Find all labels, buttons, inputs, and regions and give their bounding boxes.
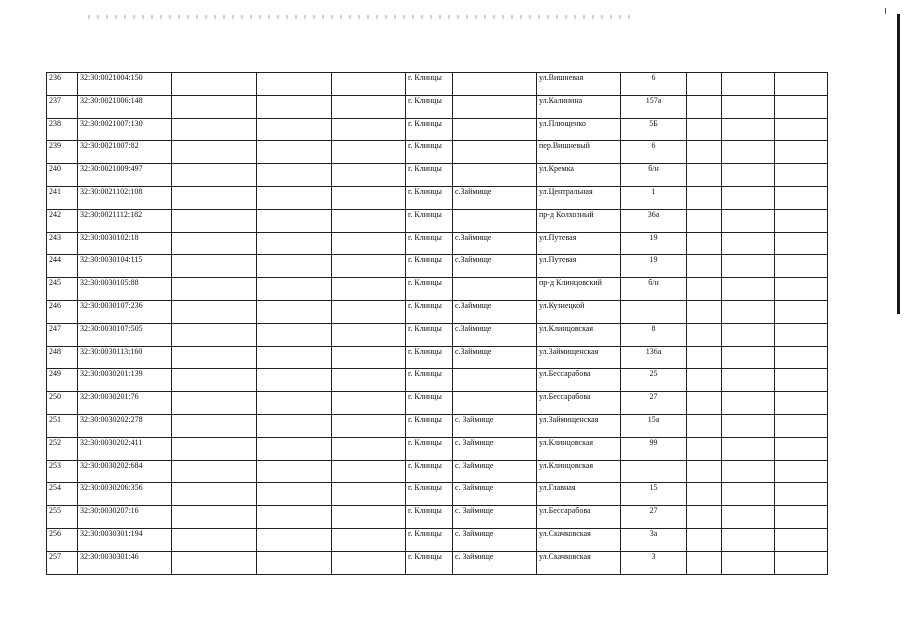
empty-cell — [332, 392, 406, 415]
street-cell: ул.Бессарабова — [537, 369, 621, 392]
empty-cell — [257, 164, 332, 187]
empty-cell — [722, 164, 775, 187]
empty-cell — [332, 164, 406, 187]
empty-cell — [257, 392, 332, 415]
locality-cell — [453, 392, 537, 415]
cadastral-number-cell: 32:30:0030102:18 — [78, 232, 172, 255]
cadastral-number-cell: 32:30:0030104:115 — [78, 255, 172, 278]
house-number-cell: 36а — [621, 209, 687, 232]
empty-cell — [722, 460, 775, 483]
empty-cell — [775, 483, 828, 506]
empty-cell — [257, 369, 332, 392]
street-cell: ул.Главная — [537, 483, 621, 506]
empty-cell — [332, 483, 406, 506]
empty-cell — [775, 460, 828, 483]
locality-cell: с.Займище — [453, 232, 537, 255]
empty-cell — [257, 483, 332, 506]
empty-cell — [172, 551, 257, 574]
row-number-cell: 240 — [47, 164, 78, 187]
empty-cell — [722, 95, 775, 118]
empty-cell — [775, 506, 828, 529]
empty-cell — [257, 323, 332, 346]
empty-cell — [332, 506, 406, 529]
locality-cell: с.Займище — [453, 300, 537, 323]
locality-cell — [453, 95, 537, 118]
empty-cell — [775, 209, 828, 232]
empty-cell — [687, 278, 722, 301]
empty-cell — [257, 186, 332, 209]
empty-cell — [687, 164, 722, 187]
table-row — [47, 73, 828, 96]
row-number-cell: 241 — [47, 186, 78, 209]
empty-cell — [775, 278, 828, 301]
house-number-cell: б/н — [621, 278, 687, 301]
street-cell: ул.Калинина — [537, 95, 621, 118]
empty-cell — [257, 255, 332, 278]
city-cell: г. Клинцы — [406, 164, 453, 187]
street-cell: ул.Путевая — [537, 232, 621, 255]
row-number-cell: 250 — [47, 392, 78, 415]
empty-cell — [775, 323, 828, 346]
city-cell: г. Клинцы — [406, 528, 453, 551]
empty-cell — [332, 369, 406, 392]
house-number-cell — [621, 460, 687, 483]
house-number-cell: 15 — [621, 483, 687, 506]
empty-cell — [687, 483, 722, 506]
empty-cell — [172, 186, 257, 209]
cadastral-number-cell: 32:30:0030201:76 — [78, 392, 172, 415]
street-cell: пер.Вишневый — [537, 141, 621, 164]
empty-cell — [687, 95, 722, 118]
row-number-cell: 244 — [47, 255, 78, 278]
row-number-cell: 249 — [47, 369, 78, 392]
empty-cell — [775, 73, 828, 96]
empty-cell — [775, 186, 828, 209]
city-cell: г. Клинцы — [406, 232, 453, 255]
empty-cell — [332, 232, 406, 255]
cadastral-number-cell: 32:30:0021009:497 — [78, 164, 172, 187]
street-cell: ул.Кузнецкой — [537, 300, 621, 323]
empty-cell — [722, 551, 775, 574]
empty-cell — [722, 392, 775, 415]
cadastral-number-cell: 32:30:0021004:150 — [78, 73, 172, 96]
table-row — [47, 346, 828, 369]
cadastral-number-cell: 32:30:0030107:236 — [78, 300, 172, 323]
empty-cell — [687, 392, 722, 415]
empty-cell — [257, 141, 332, 164]
city-cell: г. Клинцы — [406, 323, 453, 346]
empty-cell — [687, 346, 722, 369]
city-cell: г. Клинцы — [406, 141, 453, 164]
empty-cell — [722, 255, 775, 278]
city-cell: г. Клинцы — [406, 483, 453, 506]
street-cell: ул.Кремка — [537, 164, 621, 187]
locality-cell: с.Займище — [453, 346, 537, 369]
city-cell: г. Клинцы — [406, 414, 453, 437]
empty-cell — [687, 414, 722, 437]
city-cell: г. Клинцы — [406, 369, 453, 392]
empty-cell — [172, 506, 257, 529]
city-cell: г. Клинцы — [406, 209, 453, 232]
city-cell: г. Клинцы — [406, 437, 453, 460]
locality-cell: с. Займище — [453, 437, 537, 460]
empty-cell — [257, 528, 332, 551]
empty-cell — [775, 392, 828, 415]
empty-cell — [172, 141, 257, 164]
scan-page-edge — [897, 14, 900, 314]
house-number-cell: 1 — [621, 186, 687, 209]
cadastral-number-cell: 32:30:0030206:356 — [78, 483, 172, 506]
street-cell: ул.Бессарабова — [537, 392, 621, 415]
empty-cell — [775, 164, 828, 187]
empty-cell — [332, 528, 406, 551]
empty-cell — [332, 551, 406, 574]
table-row — [47, 392, 828, 415]
empty-cell — [722, 528, 775, 551]
row-number-cell: 237 — [47, 95, 78, 118]
empty-cell — [722, 300, 775, 323]
city-cell: г. Клинцы — [406, 506, 453, 529]
locality-cell — [453, 164, 537, 187]
cadastral-number-cell: 32:30:0021112:182 — [78, 209, 172, 232]
empty-cell — [332, 95, 406, 118]
empty-cell — [332, 437, 406, 460]
empty-cell — [257, 209, 332, 232]
table-row — [47, 483, 828, 506]
locality-cell — [453, 73, 537, 96]
empty-cell — [172, 528, 257, 551]
city-cell: г. Клинцы — [406, 73, 453, 96]
table-row — [47, 460, 828, 483]
property-registry-table — [46, 72, 828, 575]
empty-cell — [257, 300, 332, 323]
row-number-cell: 239 — [47, 141, 78, 164]
empty-cell — [687, 232, 722, 255]
locality-cell — [453, 278, 537, 301]
locality-cell: с. Займище — [453, 483, 537, 506]
house-number-cell: 136а — [621, 346, 687, 369]
street-cell: ул.Клинцовская — [537, 323, 621, 346]
locality-cell: с. Займище — [453, 506, 537, 529]
row-number-cell: 257 — [47, 551, 78, 574]
cadastral-number-cell: 32:30:0021007:82 — [78, 141, 172, 164]
table-row — [47, 437, 828, 460]
table-row — [47, 300, 828, 323]
empty-cell — [775, 551, 828, 574]
cadastral-number-cell: 32:30:0030107:505 — [78, 323, 172, 346]
empty-cell — [257, 460, 332, 483]
row-number-cell: 256 — [47, 528, 78, 551]
row-number-cell: 255 — [47, 506, 78, 529]
empty-cell — [687, 300, 722, 323]
table-row — [47, 95, 828, 118]
empty-cell — [172, 323, 257, 346]
table-row — [47, 506, 828, 529]
empty-cell — [687, 141, 722, 164]
row-number-cell: 247 — [47, 323, 78, 346]
street-cell: ул.Вишневая — [537, 73, 621, 96]
empty-cell — [775, 414, 828, 437]
empty-cell — [687, 209, 722, 232]
empty-cell — [172, 460, 257, 483]
empty-cell — [722, 118, 775, 141]
empty-cell — [687, 551, 722, 574]
city-cell: г. Клинцы — [406, 95, 453, 118]
table-row — [47, 118, 828, 141]
house-number-cell: 157а — [621, 95, 687, 118]
house-number-cell — [621, 300, 687, 323]
street-cell: ул.Займищенская — [537, 414, 621, 437]
empty-cell — [722, 186, 775, 209]
cadastral-number-cell: 32:30:0030207:16 — [78, 506, 172, 529]
empty-cell — [722, 483, 775, 506]
house-number-cell: 6 — [621, 141, 687, 164]
city-cell: г. Клинцы — [406, 186, 453, 209]
empty-cell — [775, 255, 828, 278]
row-number-cell: 246 — [47, 300, 78, 323]
empty-cell — [257, 346, 332, 369]
cadastral-number-cell: 32:30:0021007:130 — [78, 118, 172, 141]
empty-cell — [722, 506, 775, 529]
cadastral-number-cell: 32:30:0030201:139 — [78, 369, 172, 392]
table-row — [47, 232, 828, 255]
empty-cell — [775, 528, 828, 551]
cadastral-number-cell: 32:30:0030202:278 — [78, 414, 172, 437]
cadastral-number-cell: 32:30:0021102:108 — [78, 186, 172, 209]
empty-cell — [172, 209, 257, 232]
row-number-cell: 243 — [47, 232, 78, 255]
locality-cell — [453, 141, 537, 164]
empty-cell — [172, 278, 257, 301]
cadastral-number-cell: 32:30:0030113:160 — [78, 346, 172, 369]
locality-cell — [453, 209, 537, 232]
row-number-cell: 254 — [47, 483, 78, 506]
locality-cell: с. Займище — [453, 528, 537, 551]
house-number-cell: 19 — [621, 232, 687, 255]
empty-cell — [172, 392, 257, 415]
empty-cell — [257, 232, 332, 255]
empty-cell — [722, 141, 775, 164]
empty-cell — [332, 209, 406, 232]
house-number-cell: 3 — [621, 551, 687, 574]
empty-cell — [332, 73, 406, 96]
city-cell: г. Клинцы — [406, 460, 453, 483]
empty-cell — [687, 73, 722, 96]
street-cell: ул.Скачковская — [537, 528, 621, 551]
house-number-cell: 27 — [621, 392, 687, 415]
empty-cell — [775, 437, 828, 460]
empty-cell — [687, 118, 722, 141]
cadastral-number-cell: 32:30:0021006:148 — [78, 95, 172, 118]
street-cell: ул.Бессарабова — [537, 506, 621, 529]
city-cell: г. Клинцы — [406, 255, 453, 278]
empty-cell — [172, 232, 257, 255]
house-number-cell: 27 — [621, 506, 687, 529]
scan-header-noise — [88, 15, 633, 19]
street-cell: ул.Займищенская — [537, 346, 621, 369]
empty-cell — [172, 414, 257, 437]
empty-cell — [722, 323, 775, 346]
street-cell: ул.Плющенко — [537, 118, 621, 141]
cadastral-number-cell: 32:30:0030202:411 — [78, 437, 172, 460]
house-number-cell: 19 — [621, 255, 687, 278]
empty-cell — [332, 141, 406, 164]
empty-cell — [257, 551, 332, 574]
house-number-cell: 25 — [621, 369, 687, 392]
empty-cell — [332, 278, 406, 301]
street-cell: пр-д Клинцовский — [537, 278, 621, 301]
city-cell: г. Клинцы — [406, 300, 453, 323]
empty-cell — [172, 164, 257, 187]
empty-cell — [172, 300, 257, 323]
table-row — [47, 186, 828, 209]
locality-cell: с.Займище — [453, 323, 537, 346]
table-row — [47, 164, 828, 187]
empty-cell — [687, 323, 722, 346]
locality-cell: с. Займище — [453, 551, 537, 574]
city-cell: г. Клинцы — [406, 346, 453, 369]
street-cell: ул.Путевая — [537, 255, 621, 278]
empty-cell — [687, 528, 722, 551]
table-row — [47, 255, 828, 278]
row-number-cell: 236 — [47, 73, 78, 96]
empty-cell — [775, 232, 828, 255]
street-cell: ул.Скачковская — [537, 551, 621, 574]
table-row — [47, 414, 828, 437]
empty-cell — [172, 95, 257, 118]
city-cell: г. Клинцы — [406, 278, 453, 301]
empty-cell — [722, 346, 775, 369]
table-row — [47, 323, 828, 346]
house-number-cell: 5Б — [621, 118, 687, 141]
empty-cell — [332, 186, 406, 209]
row-number-cell: 242 — [47, 209, 78, 232]
empty-cell — [722, 369, 775, 392]
empty-cell — [687, 255, 722, 278]
empty-cell — [257, 73, 332, 96]
cadastral-number-cell: 32:30:0030105:88 — [78, 278, 172, 301]
empty-cell — [775, 369, 828, 392]
empty-cell — [687, 460, 722, 483]
empty-cell — [257, 414, 332, 437]
row-number-cell: 251 — [47, 414, 78, 437]
empty-cell — [257, 95, 332, 118]
cadastral-number-cell: 32:30:0030301:194 — [78, 528, 172, 551]
locality-cell: с.Займище — [453, 255, 537, 278]
table-row — [47, 209, 828, 232]
empty-cell — [332, 414, 406, 437]
empty-cell — [172, 437, 257, 460]
empty-cell — [172, 73, 257, 96]
row-number-cell: 238 — [47, 118, 78, 141]
empty-cell — [257, 437, 332, 460]
empty-cell — [722, 437, 775, 460]
empty-cell — [722, 414, 775, 437]
row-number-cell: 252 — [47, 437, 78, 460]
empty-cell — [775, 118, 828, 141]
locality-cell: с. Займище — [453, 414, 537, 437]
house-number-cell: 8 — [621, 323, 687, 346]
table-row — [47, 141, 828, 164]
cadastral-number-cell: 32:30:0030301:46 — [78, 551, 172, 574]
table-row — [47, 369, 828, 392]
empty-cell — [172, 483, 257, 506]
row-number-cell: 248 — [47, 346, 78, 369]
locality-cell — [453, 369, 537, 392]
table-row — [47, 551, 828, 574]
empty-cell — [172, 255, 257, 278]
house-number-cell: б/н — [621, 164, 687, 187]
empty-cell — [775, 141, 828, 164]
empty-cell — [775, 300, 828, 323]
city-cell: г. Клинцы — [406, 551, 453, 574]
empty-cell — [172, 369, 257, 392]
empty-cell — [722, 232, 775, 255]
house-number-cell: 6 — [621, 73, 687, 96]
empty-cell — [332, 346, 406, 369]
empty-cell — [775, 346, 828, 369]
empty-cell — [687, 506, 722, 529]
empty-cell — [332, 460, 406, 483]
empty-cell — [722, 73, 775, 96]
city-cell: г. Клинцы — [406, 392, 453, 415]
house-number-cell: 99 — [621, 437, 687, 460]
empty-cell — [257, 278, 332, 301]
cadastral-number-cell: 32:30:0030202:684 — [78, 460, 172, 483]
house-number-cell: 15а — [621, 414, 687, 437]
city-cell: г. Клинцы — [406, 118, 453, 141]
registry-rows — [47, 73, 828, 575]
scan-edge-mark — [885, 8, 886, 14]
empty-cell — [172, 346, 257, 369]
empty-cell — [257, 118, 332, 141]
street-cell: пр-д Колхозный — [537, 209, 621, 232]
empty-cell — [332, 323, 406, 346]
locality-cell: с.Займище — [453, 186, 537, 209]
row-number-cell: 253 — [47, 460, 78, 483]
house-number-cell: 3а — [621, 528, 687, 551]
empty-cell — [687, 186, 722, 209]
empty-cell — [687, 369, 722, 392]
table-row — [47, 528, 828, 551]
empty-cell — [687, 437, 722, 460]
empty-cell — [172, 118, 257, 141]
locality-cell — [453, 118, 537, 141]
table-row — [47, 278, 828, 301]
empty-cell — [332, 255, 406, 278]
row-number-cell: 245 — [47, 278, 78, 301]
empty-cell — [332, 118, 406, 141]
street-cell: ул.Клинцовская — [537, 460, 621, 483]
locality-cell: с. Займище — [453, 460, 537, 483]
empty-cell — [257, 506, 332, 529]
empty-cell — [722, 209, 775, 232]
empty-cell — [722, 278, 775, 301]
empty-cell — [775, 95, 828, 118]
street-cell: ул.Клинцовская — [537, 437, 621, 460]
empty-cell — [332, 300, 406, 323]
street-cell: ул.Центральная — [537, 186, 621, 209]
